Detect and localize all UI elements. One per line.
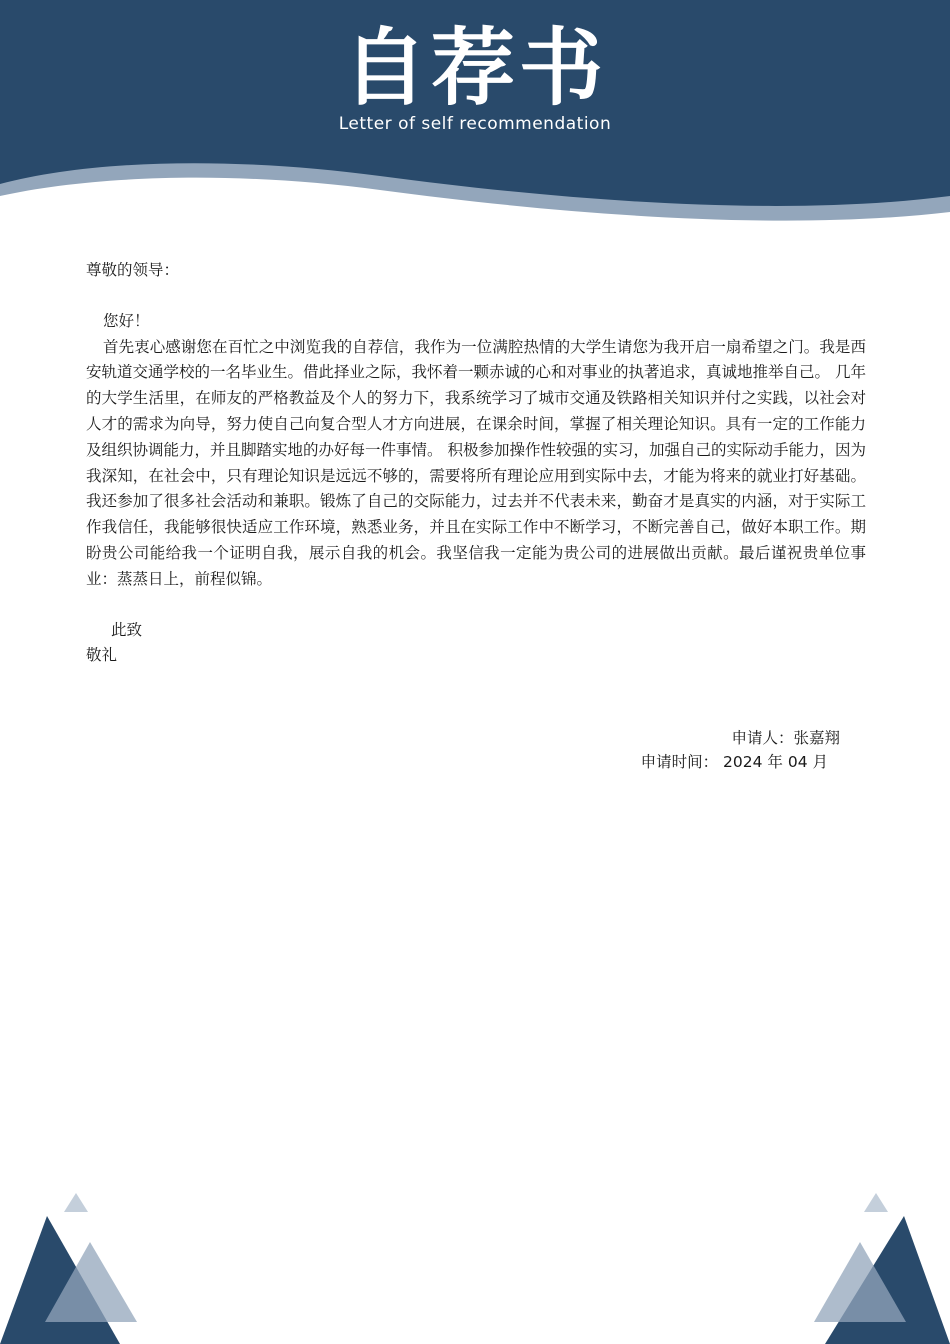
footer-triangle-decoration xyxy=(0,1180,950,1344)
closing-line-2: 敬礼 xyxy=(86,646,118,665)
page-title: 自荐书 xyxy=(342,19,607,117)
letter-body xyxy=(86,258,866,669)
page-subtitle: Letter of self recommendation xyxy=(338,114,612,134)
right-small-triangle xyxy=(864,1193,888,1212)
applicant-name: 申请人：张嘉翔 xyxy=(731,729,840,747)
greeting: 您好！ xyxy=(103,311,150,330)
closing-line-1: 此致 xyxy=(111,620,143,639)
left-small-triangle xyxy=(64,1193,88,1212)
salutation: 尊敬的领导： xyxy=(86,261,180,279)
application-date: 申请时间： 2024 年 04 月 xyxy=(640,753,828,771)
header-banner xyxy=(0,0,950,240)
signature-block xyxy=(560,726,840,774)
letter-paragraph: 首先衷心感谢您在百忙之中浏览我的自荐信，我作为一位满腔热情的大学生请您为我开启一扇希望之门。我是西安轨道交通学校的一名毕业生。借此择业之际，我怀着一颗赤诚的心和对事业的执著追求，真诚地推举自己。 几年的大学生活里，在师友的严格教益及个人的努力下，我系统学习了城市交通及铁路相关知识并付之实践，以社会对人才的需求为向导，努力使自己向复合型人才方向进展，在课余时间，掌握了相关理论知识。具有一定的工作能力及组织协调能力，并且脚踏实地的办好每一件事情。 积极参加操作性较强的实习，加强自己的实际动手能力，因为我深知，在社会中，只有理论知识是远远不够的，需要将所有理论应用到实际中去，才能为将来的就业打好基础。我还参加了很多社会活动和兼职。锻炼了自己的交际能力，过去并不代表未来，勤奋才是真实的内涵，对于实际工作我信任，我能够很快适应工作环境，熟悉业务，并且在实际工作中不断学习，不断完善自己，做好本职工作。期盼贵公司能给我一个证明自我，展示自我的机会。我坚信我一定能为贵公司的进展做出贡献。最后谨祝贵单位事业：蒸蒸日上，前程似锦。 xyxy=(86,337,866,588)
